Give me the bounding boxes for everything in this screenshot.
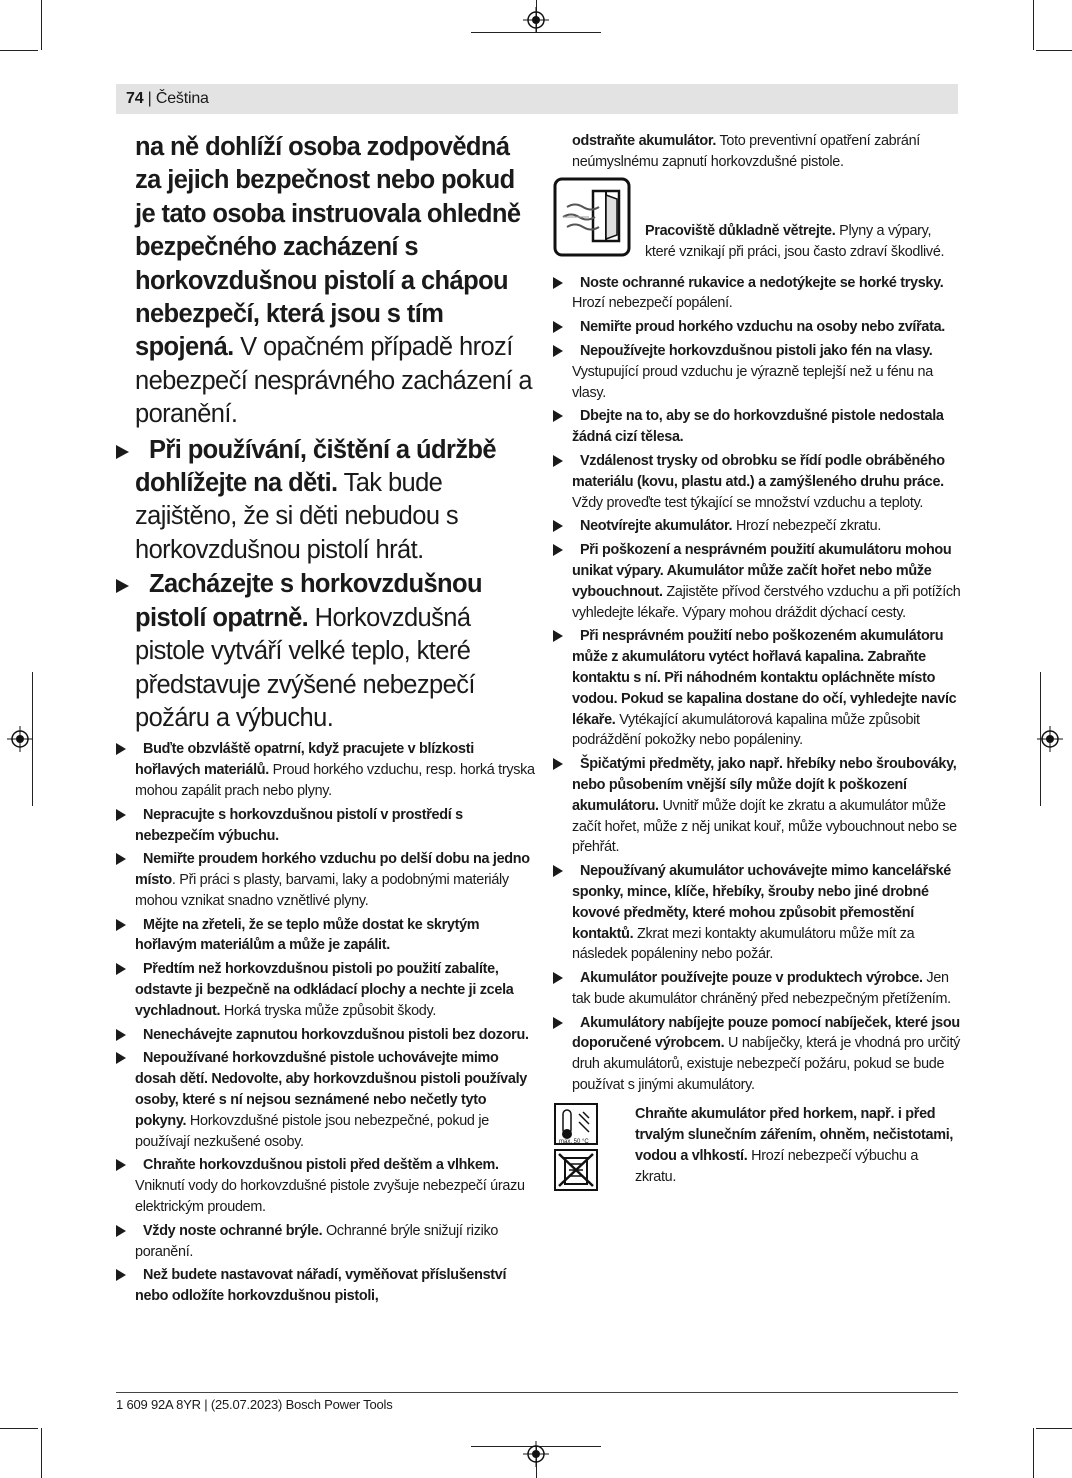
safety-item: Vždy noste ochranné brýle. Ochranné brýle snižují riziko poranění. <box>116 1221 536 1263</box>
left-column <box>116 131 536 1310</box>
registration-mark-icon <box>523 1441 549 1467</box>
bullet-arrow-icon <box>116 963 126 975</box>
safety-item: Akumulátory nabíjejte pouze pomocí nabíječek, které jsou doporučené výrobcem. U nabíječky, která je vhodná pro určitý druh akumulátorů, existuje nebezpečí požáru, pokud se bude používat s jinými akumulátory. <box>553 1013 961 1096</box>
registration-mark-icon <box>523 7 549 33</box>
safety-item: Noste ochranné rukavice a nedotýkejte se horké trysky. Hrozí nebezpečí popálení. <box>553 273 961 315</box>
crop-mark <box>0 50 38 51</box>
page-header-bar <box>116 84 958 114</box>
page-number: 74 <box>126 90 144 107</box>
safety-item: Nenechávejte zapnutou horkovzdušnou pistoli bez dozoru. <box>116 1025 536 1046</box>
page-footer: 1 609 92A 8YR | (25.07.2023) Bosch Power Tools <box>116 1397 393 1412</box>
safety-item: Než budete nastavovat nářadí, vyměňovat příslušenství nebo odložíte horkovzdušnou pistoli, <box>116 1265 536 1307</box>
crop-mark <box>1036 1428 1072 1429</box>
safety-item: Při nesprávném použití nebo poškozeném akumulátoru může z akumulátoru vytéct hořlavá kapalina. Zabraňte kontaktu s ní. Při náhodném kontaktu opláchněte místo vodou. Pokud se kapalina dostane do očí, vyhledejte navíc lékaře. Vytékající akumulátorová kapalina může způsobit podráždění pokožky nebo popáleniny. <box>553 626 961 751</box>
bullet-arrow-icon <box>553 321 563 333</box>
safety-item: Při poškození a nesprávném použití akumulátoru mohou unikat výpary. Akumulátor může začít hořet nebo může vybouchnout. Zajistěte přívod čerstvého vzduchu a při potížích vyhledejte lékaře. Výpary mohou dráždit dýchací cesty. <box>553 540 961 623</box>
bullet-arrow-icon <box>553 630 563 642</box>
header-separator: | <box>143 90 156 107</box>
heat-protection-notice <box>553 1102 961 1197</box>
bullet-arrow-icon <box>116 445 129 459</box>
bullet-arrow-icon <box>116 1269 126 1281</box>
safety-item: Akumulátor používejte pouze v produktech výrobce. Jen tak bude akumulátor chráněný před nebezpečným přetížením. <box>553 968 961 1010</box>
safety-item-large: Při používání, čištění a údržbě dohlížejte na děti. Tak bude zajištěno, že si děti nebudou s horkovzdušnou pistolí hrát. <box>116 434 536 568</box>
bullet-arrow-icon <box>553 544 563 556</box>
crop-mark <box>1033 1428 1034 1478</box>
bullet-arrow-icon <box>553 972 563 984</box>
registration-mark-icon <box>7 726 33 752</box>
bullet-arrow-icon <box>116 1159 126 1171</box>
heat-icons <box>553 1102 623 1197</box>
crop-mark <box>1036 50 1072 51</box>
safety-item-large: Zacházejte s horkovzdušnou pistolí opatrně. Horkovzdušná pistole vytváří velké teplo, které představuje zvýšené nebezpečí požáru a výbuchu. <box>116 568 536 735</box>
safety-item: Chraňte horkovzdušnou pistoli před deštěm a vlhkem. Vniknutí vody do horkovzdušné pistole zvyšuje nebezpečí úrazu elektrickým proudem. <box>116 1155 536 1217</box>
safety-item: Nepoužívané horkovzdušné pistole uchovávejte mimo dosah dětí. Nedovolte, aby horkovzdušnou pistoli používaly osoby, které s ní nejsou seznámené nebo nečetly tyto pokyny. Horkovzdušné pistole jsou nebezpečné, pokud je používají nezkušené osoby. <box>116 1048 536 1152</box>
ventilation-icon <box>553 177 629 263</box>
safety-item: Nemiřte proud horkého vzduchu na osoby nebo zvířata. <box>553 317 961 338</box>
safety-item: Dbejte na to, aby se do horkovzdušné pistole nedostala žádná cizí tělesa. <box>553 406 961 448</box>
bullet-arrow-icon <box>553 1017 563 1029</box>
header-language: Čeština <box>155 90 209 107</box>
heat-protection-text: Chraňte akumulátor před horkem, např. i před trvalým slunečním zářením, ohněm, nečistotami, vodou a vlhkostí. Hrozí nebezpečí výbuchu a zkratu. <box>635 1105 954 1185</box>
bullet-arrow-icon <box>553 345 563 357</box>
safety-item: Nemiřte proudem horkého vzduchu po delší dobu na jedno místo. Při práci s plasty, barvami, laky a podobnými materiály mohou vznikat snadno vznětlivé plyny. <box>116 849 536 911</box>
safety-item: Neotvírejte akumulátor. Hrozí nebezpečí zkratu. <box>553 516 961 537</box>
safety-item: Nepoužívejte horkovzdušnou pistoli jako fén na vlasy. Vystupující proud vzduchu je výrazně teplejší než u fénu na vlasy. <box>553 341 961 403</box>
bullet-arrow-icon <box>116 1029 126 1041</box>
crop-mark <box>1033 0 1034 50</box>
safety-item: Vzdálenost trysky od obrobku se řídí podle obráběného materiálu (kovu, plastu atd.) a zamýšleného druhu práce. Vždy proveďte test týkající se množství vzduchu a teploty. <box>553 451 961 513</box>
bullet-arrow-icon <box>116 809 126 821</box>
bullet-arrow-icon <box>116 1052 126 1064</box>
crop-mark <box>41 1428 42 1478</box>
page-header <box>126 90 209 108</box>
safety-item: Špičatými předměty, jako např. hřebíky nebo šroubováky, nebo působením vnější síly může dojít k poškození akumulátoru. Uvnitř může dojít ke zkratu a akumulátor může začít hořet, může z něj unikat kouř, může vybouchnout nebo se přehřát. <box>553 754 961 858</box>
right-column <box>553 131 961 1207</box>
bullet-arrow-icon <box>553 865 563 877</box>
continuation-paragraph: odstraňte akumulátor. Toto preventivní opatření zabrání neúmyslnému zapnutí horkovzdušné pistole. <box>572 133 920 170</box>
safety-item: Nepracujte s horkovzdušnou pistolí v prostředí s nebezpečím výbuchu. <box>116 805 536 847</box>
ventilation-notice <box>553 177 961 263</box>
bullet-arrow-icon <box>116 579 129 593</box>
registration-mark-icon <box>1037 726 1063 752</box>
bullet-arrow-icon <box>116 1225 126 1237</box>
bullet-arrow-icon <box>553 277 563 289</box>
bullet-arrow-icon <box>116 743 126 755</box>
safety-item: Předtím než horkovzdušnou pistoli po použití zabalíte, odstavte ji bezpečně na odkládací plochy a nechte ji zcela vychladnout. Horká tryska může způsobit škody. <box>116 959 536 1021</box>
bullet-arrow-icon <box>553 410 563 422</box>
heat-icon-label: max. 50 °C <box>559 1138 589 1145</box>
footer-rule <box>116 1392 958 1393</box>
bullet-arrow-icon <box>553 455 563 467</box>
bullet-arrow-icon <box>553 758 563 770</box>
intro-paragraph: na ně dohlíží osoba zodpovědná za jejich bezpečnost nebo pokud je tato osoba instruovala ohledně bezpečného zacházení s horkovzdušnou pistolí a chápou nebezpečí, která jsou s tím spojená. V opačném případě hrozí nebezpečí nesprávného zacházení a poranění. <box>135 133 533 429</box>
crop-mark <box>0 1428 38 1429</box>
ventilation-text: Pracoviště důkladně větrejte. Plyny a výpary, které vznikají při práci, jsou často zdraví škodlivé. <box>645 222 945 260</box>
bullet-arrow-icon <box>553 520 563 532</box>
bullet-arrow-icon <box>116 853 126 865</box>
crop-mark <box>41 0 42 50</box>
safety-item: Nepoužívaný akumulátor uchovávejte mimo kancelářské sponky, mince, klíče, hřebíky, šrouby nebo jiné drobné kovové předměty, které mohou způsobit přemostění kontaktů. Zkrat mezi kontakty akumulátoru může mít za následek popáleniny nebo požár. <box>553 861 961 965</box>
safety-item: Mějte na zřeteli, že se teplo může dostat ke skrytým hořlavým materiálům a může je zapálit. <box>116 915 536 957</box>
bullet-arrow-icon <box>116 919 126 931</box>
safety-item: Buďte obzvláště opatrní, když pracujete v blízkosti hořlavých materiálů. Proud horkého vzduchu, resp. horká tryska mohou zapálit prach nebo plyny. <box>116 739 536 801</box>
